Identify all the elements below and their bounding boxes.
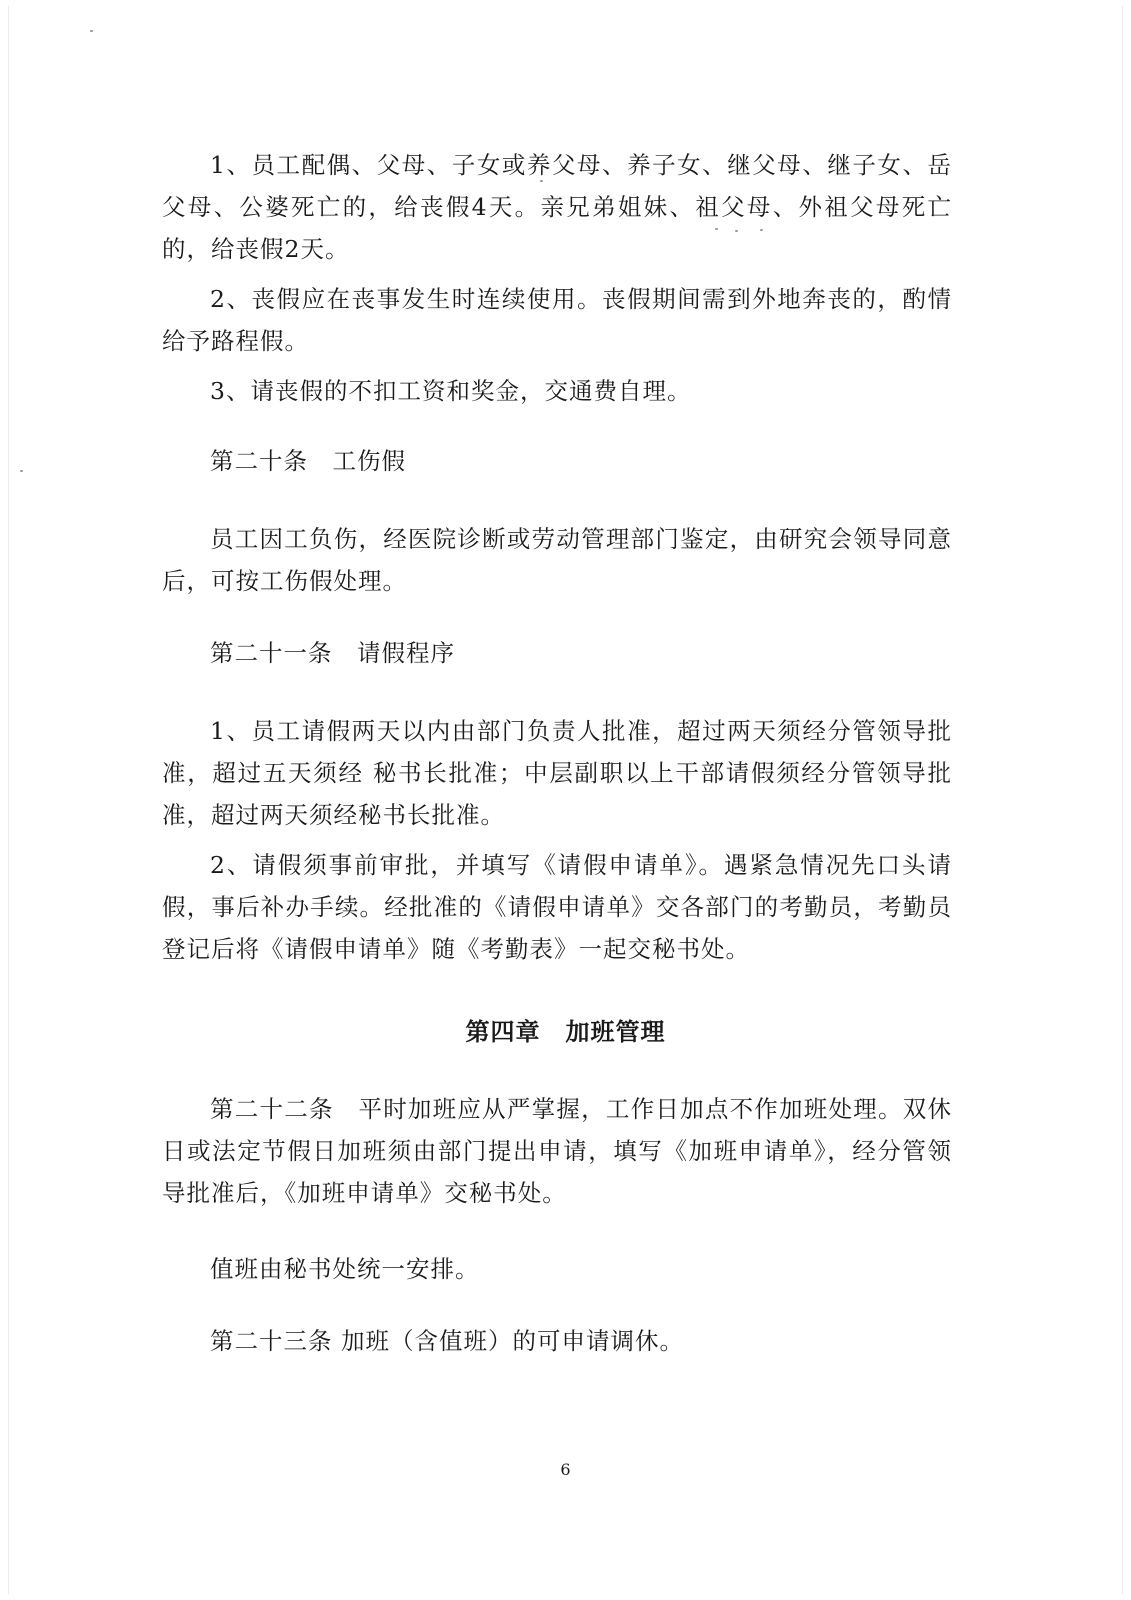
chapter-4-heading: 第四章 加班管理	[465, 1017, 666, 1046]
paragraph-leave-approval: 1、员工请假两天以内由部门负责人批准，超过两天须经分管领导批准，超过五天须经 秘书长批准；中层副职以上干部请假须经分管领导批准，超过两天须经秘书长批准。	[162, 717, 952, 829]
paragraph-funeral-leave-1: 1、员工配偶、父母、子女或养父母、养子女、继父母、继子女、岳父母、公婆死亡的，给丧假4天。亲兄弟姐妹、祖父母、外祖父母死亡的，给丧假2天。	[162, 151, 952, 263]
scan-speck	[90, 30, 93, 32]
paragraph-article-22: 第二十二条 平时加班应从严掌握，工作日加点不作加班处理。双休日或法定节假日加班须由部门提出申请，填写《加班申请单》，经分管领导批准后，《加班申请单》交秘书处。	[162, 1095, 952, 1207]
paragraph-funeral-leave-2: 2、丧假应在丧事发生时连续使用。丧假期间需到外地奔丧的，酌情给予路程假。	[162, 285, 952, 355]
paragraph-injury-leave: 员工因工负伤，经医院诊断或劳动管理部门鉴定，由研究会领导同意后，可按工伤假处理。	[162, 525, 952, 595]
page-number: 6	[560, 1460, 571, 1479]
paragraph-article-23: 第二十三条 加班（含值班）的可申请调休。	[210, 1327, 684, 1355]
paragraph-duty-arrangement: 值班由秘书处统一安排。	[210, 1255, 480, 1283]
paragraph-funeral-leave-3: 3、请丧假的不扣工资和奖金，交通费自理。	[210, 377, 692, 405]
article-21-heading: 第二十一条 请假程序	[210, 639, 455, 667]
article-20-heading: 第二十条 工伤假	[210, 447, 406, 475]
scan-speck	[20, 470, 23, 472]
paragraph-leave-application: 2、请假须事前审批，并填写《请假申请单》。遇紧急情况先口头请假，事后补办手续。经批准的《请假申请单》交各部门的考勤员，考勤员登记后将《请假申请单》随《考勤表》一起交秘书处。	[162, 851, 952, 963]
